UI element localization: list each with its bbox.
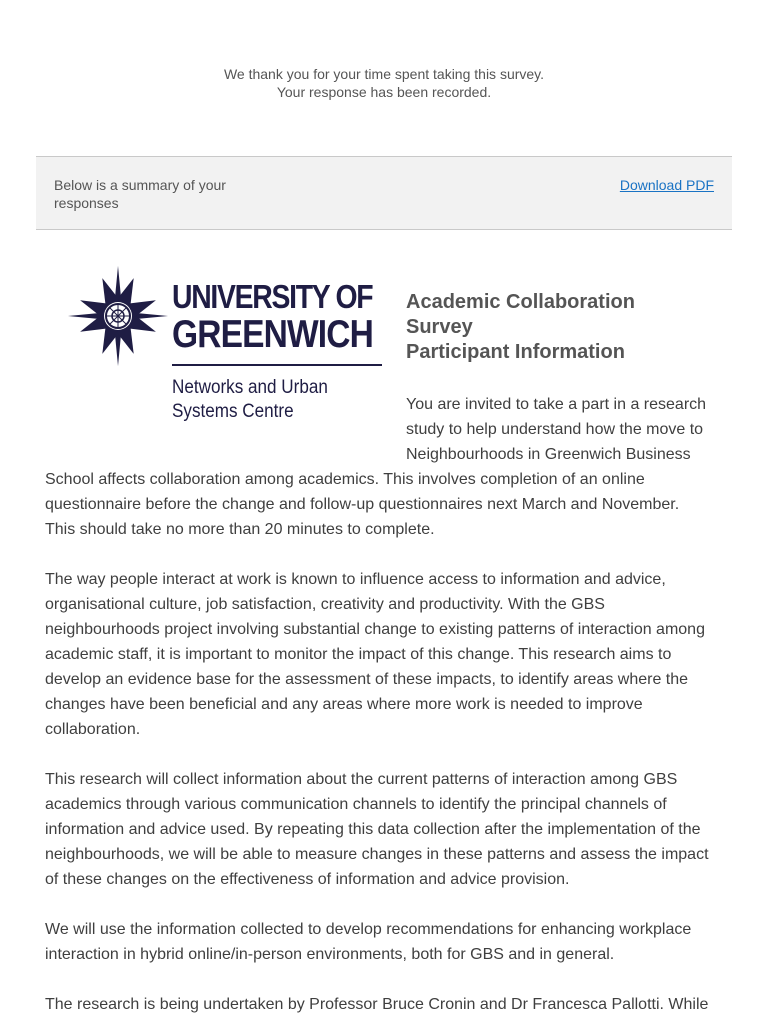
thank-you-line-1: We thank you for your time spent taking this survey. [223,66,545,82]
summary-text: Below is a summary of your responses [54,177,226,211]
paragraph [45,767,725,892]
page-title [406,290,726,365]
paragraph-line: The research is being undertaken by Professor Bruce Cronin and Dr Francesca Pallotti. While [45,996,709,1013]
paragraph-line: This research will collect information about the current patterns of interaction among GBS [45,771,678,788]
paragraph [45,467,725,542]
paragraph-line: of these changes on the effectiveness of information and advice provision. [45,871,570,888]
paragraph-line: organisational culture, job satisfaction, creativity and productivity. With the GBS [45,596,605,613]
title-line-3: Participant Information [406,341,625,363]
participant-information-body [45,467,725,1024]
intro-text [406,392,736,467]
paragraph-line: The way people interact at work is known to influence access to information and advice, [45,571,666,588]
title-line-2: Survey [406,316,473,338]
paragraph-line: changes have been beneficial and any areas where more work is needed to improve [45,696,643,713]
paragraph-line: School affects collaboration among academics. This involves completion of an online [45,471,645,488]
paragraph-line: neighbourhoods project involving substantial change to existing patterns of interaction among [45,621,705,638]
summary-bar [36,156,732,230]
logo-subtitle-line-2: Systems Centre [172,401,294,422]
compass-rose-icon [68,266,168,366]
paragraph-line: academic staff, it is important to monitor the impact of this change. This research aims to [45,646,672,663]
logo-divider [172,364,382,366]
paragraph-line: information and advice used. By repeating this data collection after the implementation of the [45,821,701,838]
paragraph [45,917,725,967]
paragraph-line: academics through various communication channels to identify the principal channels of [45,796,667,813]
logo-subtitle [172,376,328,424]
paragraph [45,567,725,742]
intro-line: You are invited to take a part in a research [406,396,707,413]
paragraph-line: interaction in hybrid online/in-person environments, both for GBS and in general. [45,946,615,963]
paragraph-line: collaboration. [45,721,141,738]
logo-subtitle-line-1: Networks and Urban [172,377,328,398]
logo-university-of: UNIVERSITY OF [172,278,373,315]
paragraph-line: We will use the information collected to develop recommendations for enhancing workplace [45,921,692,938]
paragraph [45,992,725,1017]
thank-you-line-2: Your response has been recorded. [276,84,492,100]
paragraph-line: questionnaire before the change and follow-up questionnaires next March and November. [45,496,680,513]
logo-greenwich: GREENWICH [172,313,373,356]
download-pdf-link[interactable]: Download PDF [619,177,714,193]
title-line-1: Academic Collaboration [406,291,635,313]
paragraph-line: neighbourhoods, we will be able to measure changes in these patterns and assess the impact [45,846,709,863]
intro-line: study to help understand how the move to [406,421,704,438]
thank-you-message [0,65,768,101]
intro-line: Neighbourhoods in Greenwich Business [406,446,691,463]
paragraph-line: develop an evidence base for the assessment of these impacts, to identify areas where the [45,671,689,688]
university-logo [68,266,388,426]
paragraph-line: This should take no more than 20 minutes to complete. [45,521,435,538]
